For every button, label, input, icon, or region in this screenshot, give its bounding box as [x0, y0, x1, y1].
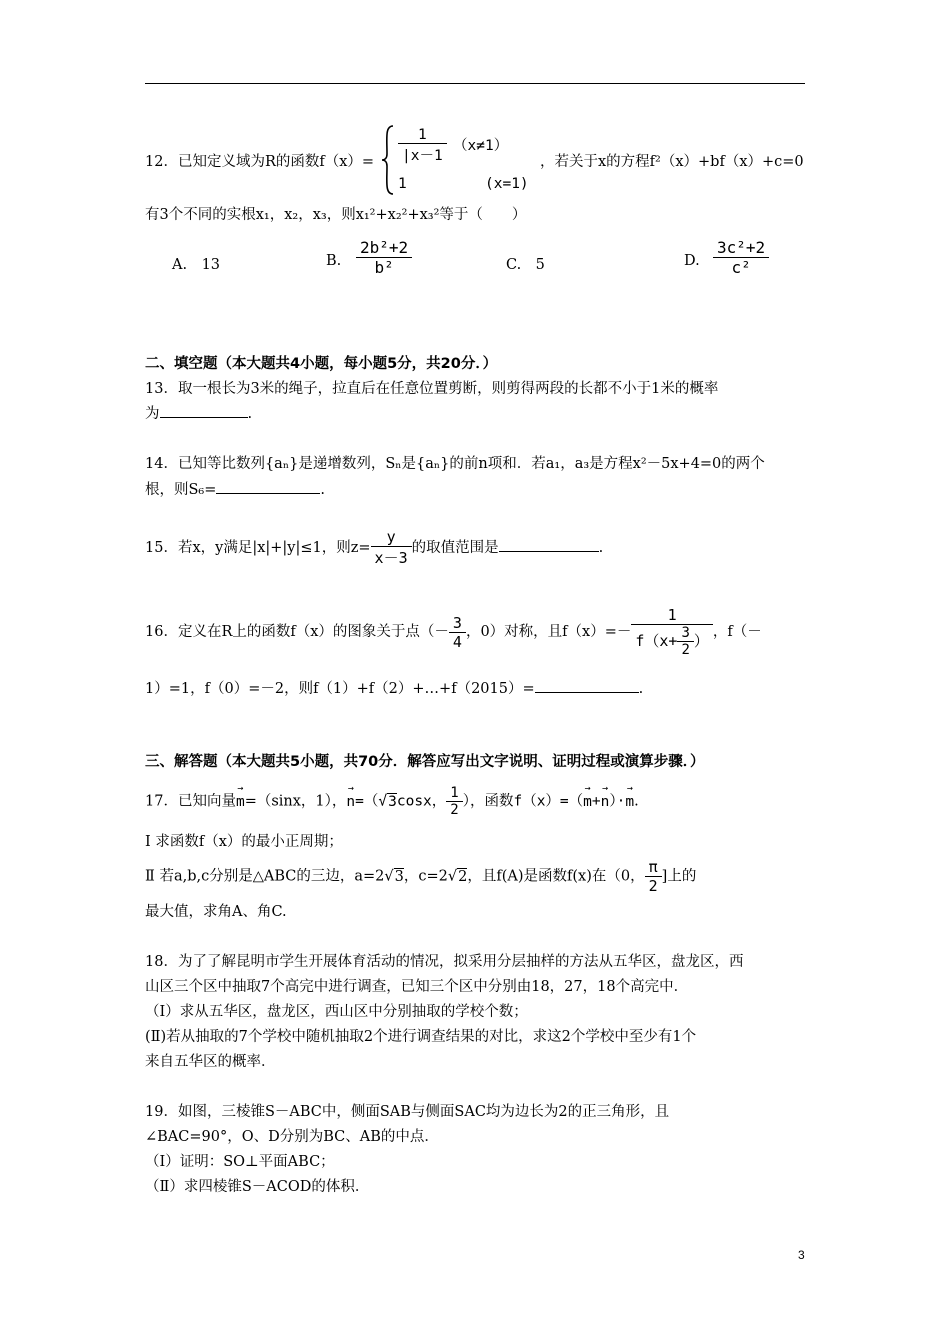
q16-tail: ，f（－ — [712, 624, 762, 640]
q18-line2: 山区三个区中抽取7个高完中进行调查，已知三个区中分别由18，27，18个高完中． — [145, 979, 689, 995]
q12-option-d-den: c² — [713, 257, 769, 277]
q12-option-b-den: b² — [356, 257, 412, 277]
q17-vector-n2: → n — [601, 794, 610, 810]
q16-mid: ，0）对称，且f（x）=－ — [465, 624, 632, 640]
q13-line1: 13．取一根长为3米的绳子，拉直后在任意位置剪断，则剪得两段的长都不小于1米的概率 — [145, 381, 719, 397]
q16-big-den-post: ） — [693, 632, 709, 650]
q16-line2-pre: 1）=1，f（0）=－2，则f（1）+f（2）+…+f（2015）= — [145, 681, 535, 697]
q13-line2 — [145, 402, 252, 423]
q17-pi-den: 2 — [645, 876, 662, 895]
section2-heading: 二、填空题（本大题共4小题，每小题5分，共20分．） — [145, 356, 498, 372]
q17-n-cos: cosx， — [396, 793, 447, 810]
q17-part2-line2: 最大值，求角A、角C. — [145, 904, 287, 920]
q17-line1: 17．已知向量→ m=（sinx，1），→ n=（√3cosx， $\frac{1}{2}$ ），函数f（x）=（→ m+→ n）·→ m. — [145, 785, 639, 818]
q17-part2-pre: Ⅱ 若a,b,c分别是△ABC的三边，a=2 — [145, 868, 385, 885]
q17-m-val: =（sinx，1）， — [244, 793, 347, 810]
q12-piece1 — [398, 127, 447, 165]
q17-n-root: 3 — [388, 793, 397, 810]
q14-line1: 14．已知等比数列{aₙ}是递增数列，Sₙ是{aₙ}的前n项和．若a₁，a₃是方程x²－5x+4=0的两个 — [145, 456, 765, 472]
q17-part1: Ⅰ 求函数f（x）的最小正周期； — [145, 834, 343, 850]
q13-answer-blank — [160, 403, 248, 418]
q12-option-c: C. 5 — [506, 257, 545, 273]
q12-brace — [381, 124, 395, 196]
q17-f-expr: f（x）=（ — [513, 793, 584, 810]
q17-half-den: 2 — [446, 801, 462, 818]
q18-line5: 来自五华区的概率． — [145, 1054, 276, 1070]
q15-pre: 15．若x，y满足|x|+|y|≤1，则z= — [145, 540, 371, 556]
q17-f-close: ）· — [609, 793, 626, 810]
q12-piece1-cond: （x≠1） — [453, 138, 509, 154]
q17-pi-num: π — [648, 858, 658, 876]
q12-option-d-num: 3c²+2 — [717, 238, 766, 257]
q16-big-den-pre: f（x+ — [635, 632, 678, 650]
q17-vector-m2: → m — [583, 794, 592, 810]
q16-pt-den: 4 — [449, 632, 466, 651]
header-rule — [145, 83, 805, 84]
q18-line1: 18．为了了解昆明市学生开展体育活动的情况，拟采用分层抽样的方法从五华区，盘龙区，西 — [145, 954, 744, 970]
q12-option-d-label: D. — [684, 253, 700, 269]
q15-line — [145, 528, 603, 568]
q12-piece1-den: |x－1 — [398, 143, 447, 165]
q14-line2-post: . — [320, 482, 326, 498]
q19-line4: （Ⅱ）求四棱锥S－ACOD的体积． — [145, 1179, 370, 1195]
q15-answer-blank — [499, 537, 599, 552]
q12-option-b-num: 2b²+2 — [360, 238, 409, 257]
q17-part2-mid: ，c=2 — [403, 868, 448, 885]
q17-part2-end: ]上的 — [661, 868, 697, 885]
q17-vector-m: → m — [236, 794, 245, 810]
q17-plus: + — [591, 793, 601, 810]
q15-frac-den: x－3 — [371, 546, 412, 568]
q13-line2-pre: 为 — [145, 406, 160, 422]
q16-inner-num: 3 — [681, 625, 690, 641]
q19-line2: ∠BAC=90°，O、D分别为BC、AB的中点． — [145, 1129, 439, 1145]
q16-inner-den: 2 — [677, 641, 693, 658]
q17-half-num: 1 — [450, 785, 459, 801]
q12-line2: 有3个不同的实根x₁，x₂，x₃，则x₁²+x₂²+x₃²等于（ ） — [145, 207, 527, 223]
q12-option-b — [356, 238, 412, 277]
q12-option-b-label: B. — [326, 253, 342, 269]
q16-pt-num: 3 — [452, 613, 462, 632]
q19-line1: 19．如图，三棱锥S－ABC中，侧面SAB与侧面SAC均为边长为2的正三角形，且 — [145, 1104, 670, 1120]
q12-piece2-cond: (x=1) — [485, 176, 529, 192]
q15-end: . — [598, 540, 604, 556]
q17-part2-root2: 2 — [458, 868, 468, 885]
q12-piece1-num: 1 — [417, 127, 427, 143]
q17-pre: 17．已知向量 — [145, 793, 236, 810]
q17-part2-post: ，且f(A)是函数f(x)在（0， — [467, 868, 645, 885]
q16-big-den — [631, 624, 713, 658]
q12-line1-tail: ，若关于x的方程f²（x）+bf（x）+c=0 — [540, 154, 804, 170]
q16-pre: 16．定义在R上的函数f（x）的图象关于点（－ — [145, 624, 449, 640]
q17-dot: . — [634, 793, 639, 810]
q19-line3: （Ⅰ）证明：SO⊥平面ABC； — [145, 1154, 335, 1170]
q16-line1 — [145, 606, 762, 658]
q12-option-a: A. 13 — [172, 257, 221, 273]
q12-lead: 12．已知定义域为R的函数f（x）= — [145, 154, 375, 170]
q14-line2 — [145, 478, 325, 499]
q18-line4: (Ⅱ)若从抽取的7个学校中随机抽取2个进行调查结果的对比，求这2个学校中至少有1个 — [145, 1029, 697, 1045]
q17-vector-m3: → m — [625, 794, 634, 810]
q16-big-num: 1 — [667, 606, 677, 624]
q16-answer-blank — [535, 678, 639, 693]
page-number: 3 — [798, 1248, 805, 1262]
q14-answer-blank — [216, 479, 320, 494]
q15-post: 的取值范围是 — [411, 540, 499, 556]
q16-line2-post: . — [638, 681, 644, 697]
q14-line2-pre: 根，则S₆= — [145, 482, 217, 498]
section3-heading: 三、解答题（本大题共5小题，共70分．解答应写出文字说明、证明过程或演算步骤．） — [145, 754, 705, 770]
q17-vector-n: → n — [346, 794, 355, 810]
q17-part2-root1: 3 — [394, 868, 404, 885]
q18-line3: （Ⅰ）求从五华区，盘龙区，西山区中分别抽取的学校个数； — [145, 1004, 528, 1020]
q12-piece2-val: 1 — [398, 176, 407, 192]
q17-n-close: ），函数 — [462, 793, 514, 810]
q12-option-d — [713, 238, 769, 277]
q15-frac-num: y — [386, 528, 396, 546]
q17-n-open: =（ — [355, 793, 379, 810]
q16-line2 — [145, 677, 643, 698]
q17-part2: Ⅱ 若a,b,c分别是△ABC的三边，a=2√3，c=2√2，且f(A)是函数f(x)在（0， $\frac{\pi}{2}$ ]上的 — [145, 858, 697, 895]
q13-line2-post: . — [247, 406, 253, 422]
